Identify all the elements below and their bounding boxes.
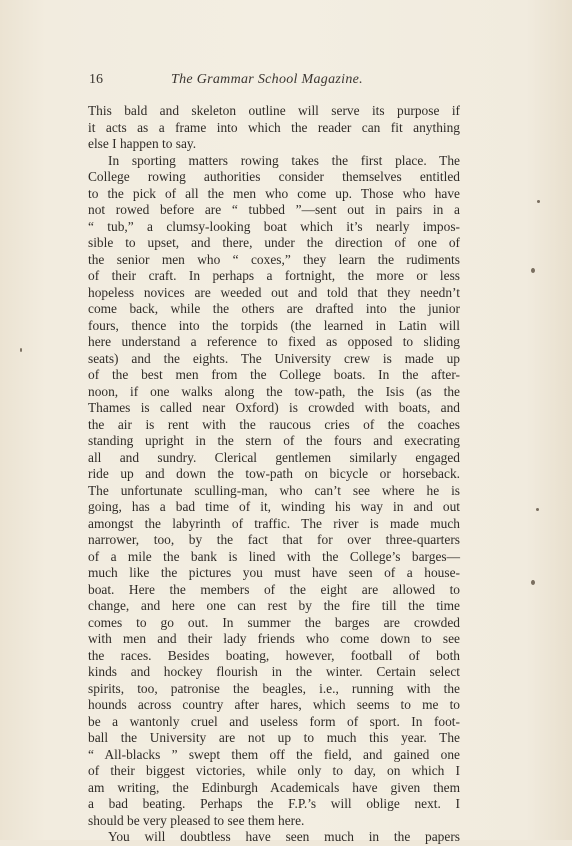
margin-speck bbox=[537, 200, 540, 203]
text-line: it acts as a frame into which the reader can fit anything bbox=[88, 119, 460, 135]
text-line: of their biggest victories, while only to day, on which I bbox=[88, 763, 460, 778]
text-line: not rowed before are “ tubbed ”—sent out in pairs in a bbox=[88, 202, 460, 217]
margin-speck bbox=[531, 580, 535, 585]
running-title: The Grammar School Magazine. bbox=[171, 72, 363, 87]
text-line: College rowing authorities consider themselves entitled bbox=[88, 169, 460, 184]
text-line: else I happen to say. bbox=[88, 136, 197, 151]
text-line: ride up and down the tow-path on bicycle or horseback. bbox=[88, 466, 460, 481]
text-line: come back, while the others are drafted into the junior bbox=[88, 301, 460, 316]
text-line: hopeless novices are weeded out and told that they needn’t bbox=[88, 284, 460, 300]
text-line: the races. Besides boating, however, football of both bbox=[88, 647, 460, 663]
text-line: the senior men who “ coxes,” they learn the rudiments bbox=[88, 251, 460, 267]
text-line: amongst the labyrinth of traffic. The river is made much bbox=[88, 515, 460, 531]
text-line: ball the University are not up to much this year. The bbox=[88, 730, 460, 745]
text-line: be a wantonly cruel and useless form of sport. In foot- bbox=[88, 713, 460, 729]
text-line: of the best men from the College boats. In the after- bbox=[88, 367, 460, 382]
article-body bbox=[88, 103, 460, 846]
page-number: 16 bbox=[89, 72, 103, 87]
text-line: sible to upset, and there, under the direction of one of bbox=[88, 235, 460, 250]
text-line: This bald and skeleton outline will serve its purpose if bbox=[88, 103, 460, 118]
text-line: “ tub,” a clumsy-looking boat which it’s nearly impos- bbox=[88, 218, 460, 234]
text-line: You will doubtless have seen much in the papers bbox=[108, 829, 460, 844]
text-line: boat. Here the members of the eight are allowed to bbox=[88, 581, 460, 597]
text-line: seats) and the eights. The University crew is made up bbox=[88, 350, 460, 366]
text-line: In sporting matters rowing takes the first place. The bbox=[108, 152, 460, 168]
margin-speck bbox=[531, 268, 535, 273]
text-line: a bad beating. Perhaps the F.P.’s will oblige next. I bbox=[88, 796, 460, 811]
text-line: spirits, too, patronise the beagles, i.e., running with the bbox=[88, 680, 460, 696]
margin-speck bbox=[20, 348, 22, 352]
text-line: with men and their lady friends who come down to see bbox=[88, 631, 460, 646]
text-line: much like the pictures you must have seen of a house- bbox=[88, 565, 460, 580]
text-line: Thames is called near Oxford) is crowded with boats, and bbox=[88, 400, 460, 415]
text-line: of a mile the bank is lined with the College’s barges— bbox=[88, 548, 460, 564]
text-line: “ All-blacks ” swept them off the field, and gained one bbox=[88, 746, 460, 762]
text-line: to the pick of all the men who come up. Those who have bbox=[88, 185, 460, 201]
text-line: should be very pleased to see them here. bbox=[88, 812, 305, 828]
text-line: fours, thence into the torpids (the learned in Latin will bbox=[88, 317, 460, 333]
text-line: comes to go out. In summer the barges are crowded bbox=[88, 614, 460, 630]
text-line: all and sundry. Clerical gentlemen similarly engaged bbox=[88, 449, 460, 465]
text-line: narrower, too, by the fact that for over three-quarters bbox=[88, 532, 460, 547]
margin-speck bbox=[536, 508, 539, 511]
text-line: kinds and hockey flourish in the winter. Certain select bbox=[88, 664, 460, 679]
text-line: hounds across country after hares, which seems to me to bbox=[88, 697, 460, 712]
text-line: going, has a bad time of it, winding his way in and out bbox=[88, 499, 460, 514]
text-line: of their craft. In perhaps a fortnight, the more or less bbox=[88, 268, 460, 283]
text-line: noon, if one walks along the tow-path, the Isis (as the bbox=[88, 383, 460, 399]
text-line: the air is rent with the raucous cries of the coaches bbox=[88, 416, 460, 432]
text-line: change, and here one can rest by the fire till the time bbox=[88, 598, 460, 613]
text-line: The unfortunate sculling-man, who can’t see where he is bbox=[88, 482, 460, 498]
text-line: here understand a reference to fixed as opposed to sliding bbox=[88, 334, 460, 349]
page-header bbox=[89, 72, 477, 92]
text-line: standing upright in the stern of the fours and execrating bbox=[88, 433, 460, 448]
text-line: am writing, the Edinburgh Academicals have given them bbox=[88, 779, 460, 795]
